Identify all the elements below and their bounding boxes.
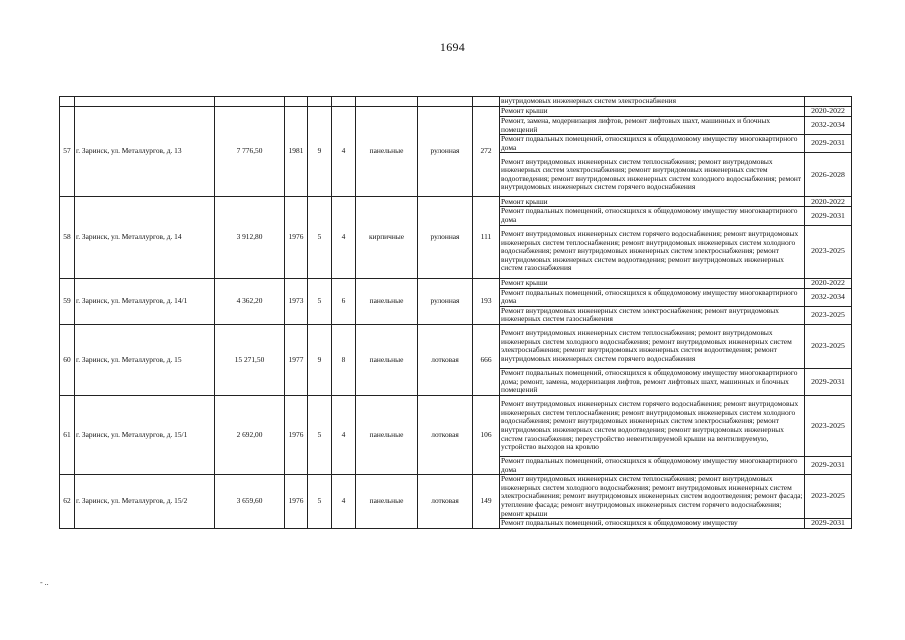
work-description: Ремонт подвальных помещений, относящихся к общедомовому имуществу многоквартирного дома: [500, 207, 805, 225]
roof-type: лотковая: [418, 324, 473, 395]
building-area: 15 271,50: [215, 324, 285, 395]
building-floors: 5: [308, 395, 332, 474]
apartment-count: 272: [473, 107, 500, 197]
building-floors: 9: [308, 324, 332, 395]
work-description: Ремонт внутридомовых инженерных систем горячего водоснабжения; ремонт внутридомовых инженерных систем теплоснабжения; ремонт внутридомовых инженерных систем холодного водоснабжения; ремонт внутридомовых инженерных систем электроснабжения; ремонт внутридомовых инженерных систем водоотведения; ремонт внутридомовых инженерных систем газоснабжения; переустройство невентилируемой крыши на вентилируемую, устройство выходов на кровлю: [500, 395, 805, 456]
building-number: 58: [60, 197, 75, 278]
page-number: 1694: [439, 40, 466, 54]
building-floors: 9: [308, 107, 332, 197]
table-row: [60, 197, 852, 207]
wall-material: панельные: [356, 324, 418, 395]
work-period: 2023-2025: [805, 475, 852, 519]
work-period: 2023-2025: [805, 395, 852, 456]
work-description: Ремонт подвальных помещений, относящихся к общедомовому имуществу многоквартирного дома: [500, 288, 805, 306]
building-number: 60: [60, 324, 75, 395]
building-year: 1977: [285, 324, 308, 395]
building-address: г. Заринск, ул. Металлургов, д. 13: [75, 107, 215, 197]
page-edge-mark: - ..: [40, 578, 49, 587]
building-entrances: 4: [332, 475, 356, 529]
work-period: 2023-2025: [805, 225, 852, 278]
building-year: 1976: [285, 395, 308, 474]
building-floors: 5: [308, 197, 332, 278]
building-number: 59: [60, 278, 75, 324]
empty-cell: [75, 97, 215, 107]
wall-material: панельные: [356, 395, 418, 474]
work-description: Ремонт крыши: [500, 278, 805, 288]
work-period: [805, 97, 852, 107]
table-row: [60, 475, 852, 519]
work-description: Ремонт внутридомовых инженерных систем теплоснабжения; ремонт внутридомовых инженерных систем холодного водоснабжения; ремонт внутридомовых инженерных систем электроснабжения; ремонт внутридомовых инженерных систем водоотведения; ремонт внутридомовых инженерных систем горячего водоснабжения: [500, 324, 805, 368]
roof-type: лотковая: [418, 395, 473, 474]
building-area: 4 362,20: [215, 278, 285, 324]
work-period: 2029-2031: [805, 456, 852, 474]
building-year: 1973: [285, 278, 308, 324]
wall-material: панельные: [356, 475, 418, 529]
empty-cell: [332, 97, 356, 107]
building-area: 3 659,60: [215, 475, 285, 529]
work-description: Ремонт, замена, модернизация лифтов, ремонт лифтовых шахт, машинных и блочных помещений: [500, 117, 805, 135]
roof-type: рулонная: [418, 107, 473, 197]
building-floors: 5: [308, 475, 332, 529]
capital-repair-table: [59, 96, 852, 529]
building-number: 62: [60, 475, 75, 529]
building-entrances: 6: [332, 278, 356, 324]
building-address: г. Заринск, ул. Металлургов, д. 15/1: [75, 395, 215, 474]
table-row: [60, 324, 852, 368]
empty-cell: [418, 97, 473, 107]
table-row: [60, 395, 852, 456]
work-description: Ремонт подвальных помещений, относящихся к общедомовому имуществу многоквартирного дома; ремонт, замена, модернизация лифтов, ремонт лифтовых шахт, машинных и блочных помещений: [500, 368, 805, 395]
work-description: Ремонт крыши: [500, 197, 805, 207]
work-period: 2020-2022: [805, 278, 852, 288]
apartment-count: 666: [473, 324, 500, 395]
work-description: Ремонт подвальных помещений, относящихся к общедомовому имуществу: [500, 519, 805, 529]
work-period: 2029-2031: [805, 135, 852, 153]
work-period: 2032-2034: [805, 117, 852, 135]
building-entrances: 4: [332, 107, 356, 197]
work-description: Ремонт подвальных помещений, относящихся к общедомовому имуществу многоквартирного дома: [500, 135, 805, 153]
wall-material: панельные: [356, 278, 418, 324]
work-description: Ремонт внутридомовых инженерных систем электроснабжения; ремонт внутридомовых инженерных систем газоснабжения: [500, 306, 805, 324]
building-entrances: 8: [332, 324, 356, 395]
work-period: 2029-2031: [805, 519, 852, 529]
continuation-row: [60, 97, 852, 107]
empty-cell: [473, 97, 500, 107]
roof-type: лотковая: [418, 475, 473, 529]
wall-material: кирпичные: [356, 197, 418, 278]
work-period: 2032-2034: [805, 288, 852, 306]
work-description: Ремонт внутридомовых инженерных систем теплоснабжения; ремонт внутридомовых инженерных систем электроснабжения; ремонт внутридомовых инженерных систем водоотведения; ремонт внутридомовых инженерных систем холодного водоснабжения; ремонт внутридомовых инженерных систем горячего водоснабжения: [500, 153, 805, 197]
work-description: Ремонт внутридомовых инженерных систем теплоснабжения; ремонт внутридомовых инженерных систем холодного водоснабжения; ремонт внутридомовых инженерных систем электроснабжения; ремонт внутридомовых инженерных систем водоотведения; ремонт фасада; утепление фасада; ремонт внутридомовых инженерных систем горячего водоснабжения; ремонт крыши: [501, 474, 803, 518]
empty-cell: [285, 97, 308, 107]
apartment-count: 149: [473, 475, 500, 529]
building-number: 57: [60, 107, 75, 197]
building-year: 1976: [285, 475, 308, 529]
empty-cell: [60, 97, 75, 107]
work-description: внутридомовых инженерных систем электроснабжения: [500, 97, 805, 107]
building-address: г. Заринск, ул. Металлургов, д. 14: [75, 197, 215, 278]
work-period: 2023-2025: [805, 306, 852, 324]
work-period: 2029-2031: [805, 368, 852, 395]
work-description: Ремонт подвальных помещений, относящихся к общедомовому имуществу многоквартирного дома: [500, 456, 805, 474]
building-address: г. Заринск, ул. Металлургов, д. 15: [75, 324, 215, 395]
building-entrances: 4: [332, 395, 356, 474]
work-period: 2023-2025: [805, 324, 852, 368]
building-address: г. Заринск, ул. Металлургов, д. 14/1: [75, 278, 215, 324]
work-period: 2020-2022: [805, 107, 852, 117]
apartment-count: 106: [473, 395, 500, 474]
wall-material: панельные: [356, 107, 418, 197]
apartment-count: 193: [473, 278, 500, 324]
work-period: 2029-2031: [805, 207, 852, 225]
work-period: 2026-2028: [805, 153, 852, 197]
table-row: [60, 278, 852, 288]
work-period: 2020-2022: [805, 197, 852, 207]
empty-cell: [308, 97, 332, 107]
empty-cell: [215, 97, 285, 107]
empty-cell: [356, 97, 418, 107]
roof-type: рулонная: [418, 197, 473, 278]
apartment-count: 111: [473, 197, 500, 278]
building-floors: 5: [308, 278, 332, 324]
table-row: [60, 107, 852, 117]
building-number: 61: [60, 395, 75, 474]
work-description: Ремонт крыши: [500, 107, 805, 117]
building-entrances: 4: [332, 197, 356, 278]
building-year: 1981: [285, 107, 308, 197]
work-description: Ремонт внутридомовых инженерных систем горячего водоснабжения; ремонт внутридомовых инженерных систем теплоснабжения; ремонт внутридомовых инженерных систем холодного водоснабжения; ремонт внутридомовых инженерных систем электроснабжения; ремонт внутридомовых инженерных систем водоотведения; ремонт внутридомовых инженерных систем газоснабжения: [500, 225, 805, 278]
building-year: 1976: [285, 197, 308, 278]
building-area: 2 692,00: [215, 395, 285, 474]
roof-type: рулонная: [418, 278, 473, 324]
building-area: 3 912,80: [215, 197, 285, 278]
building-address: г. Заринск, ул. Металлургов, д. 15/2: [75, 475, 215, 529]
building-area: 7 776,50: [215, 107, 285, 197]
